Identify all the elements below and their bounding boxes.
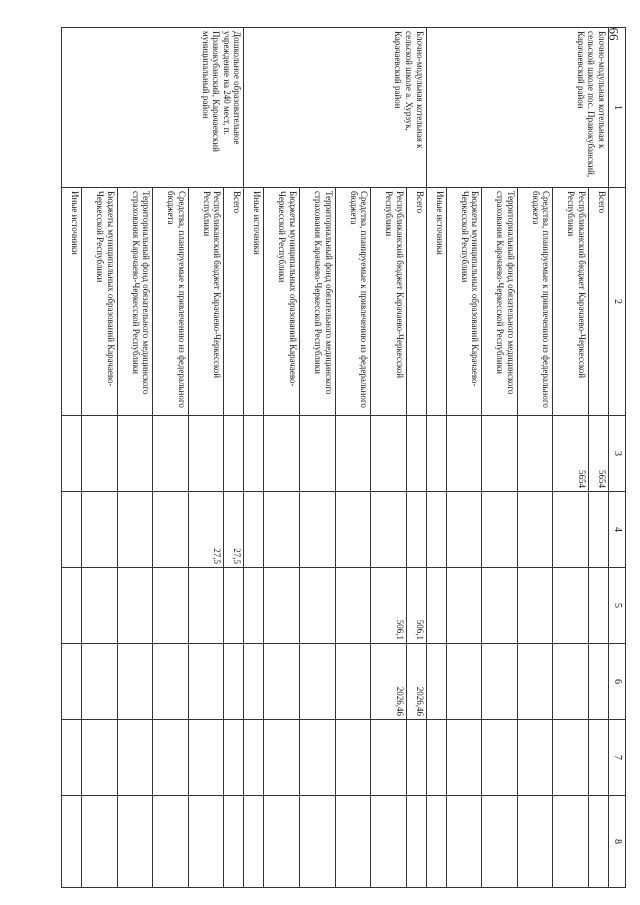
value-cell (446, 644, 482, 720)
value-cell (406, 720, 426, 796)
value-cell (517, 416, 553, 492)
column-header: 8 (609, 796, 626, 888)
funding-table (61, 27, 626, 888)
value-cell (371, 720, 407, 796)
value-cell (82, 796, 118, 888)
column-header: 4 (609, 492, 626, 568)
value-cell (264, 720, 300, 796)
source-label-cell: Бюджеты муниципальных образований Карачаево-Черкесской Республики (446, 188, 482, 416)
value-cell (335, 720, 371, 796)
value-cell (244, 796, 264, 888)
value-cell (589, 720, 609, 796)
value-cell (426, 416, 446, 492)
value-cell (446, 796, 482, 888)
value-cell (117, 644, 153, 720)
value-cell (482, 492, 518, 568)
value-cell (335, 568, 371, 644)
value-cell: 506,1 (406, 568, 426, 644)
value-cell (446, 568, 482, 644)
value-cell (482, 568, 518, 644)
value-cell (264, 568, 300, 644)
value-cell (153, 644, 189, 720)
page-number: 66 (606, 27, 622, 41)
value-cell (82, 568, 118, 644)
value-cell (244, 720, 264, 796)
source-label-cell: Территориальный фонд обязательного медицинского страхования Карачаево-Черкесской Республики (482, 188, 518, 416)
value-cell (406, 492, 426, 568)
table-container (61, 27, 626, 887)
value-cell (224, 796, 244, 888)
value-cell (482, 644, 518, 720)
value-cell (188, 416, 224, 492)
value-cell (300, 720, 336, 796)
value-cell (335, 796, 371, 888)
value-cell (153, 796, 189, 888)
value-cell (589, 568, 609, 644)
source-label-cell: Иные источники (426, 188, 446, 416)
value-cell (335, 416, 371, 492)
source-label-cell: Территориальный фонд обязательного медицинского страхования Карачаево-Черкесской Республики (300, 188, 336, 416)
source-label-cell: Иные источники (244, 188, 264, 416)
source-label-cell: Средства, планируемые к привлечению из федерального бюджета (335, 188, 371, 416)
value-cell (153, 492, 189, 568)
value-cell (82, 492, 118, 568)
value-cell (553, 720, 589, 796)
value-cell (335, 492, 371, 568)
value-cell (553, 492, 589, 568)
value-cell (517, 720, 553, 796)
value-cell (188, 568, 224, 644)
value-cell (426, 720, 446, 796)
value-cell (406, 796, 426, 888)
value-cell (62, 796, 82, 888)
table-row (224, 28, 244, 888)
source-label-cell: Иные источники (62, 188, 82, 416)
column-header: 5 (609, 568, 626, 644)
source-label-cell: Средства, планируемые к привлечению из федерального бюджета (153, 188, 189, 416)
value-cell (517, 644, 553, 720)
value-cell (82, 416, 118, 492)
value-cell (517, 796, 553, 888)
value-cell (553, 796, 589, 888)
table-row (589, 28, 609, 888)
value-cell: 506,1 (371, 568, 407, 644)
value-cell: 2026,46 (371, 644, 407, 720)
object-name-cell: Дошкольное образовательное учреждение на 240 мест, п. Правокубанский, Карачаевский муниципальный район (62, 28, 244, 188)
value-cell (482, 720, 518, 796)
value-cell (371, 796, 407, 888)
column-header: 3 (609, 416, 626, 492)
value-cell (244, 416, 264, 492)
value-cell (117, 720, 153, 796)
source-label-cell: Бюджеты муниципальных образований Карачаево-Черкесской Республики (82, 188, 118, 416)
value-cell (62, 644, 82, 720)
value-cell (446, 416, 482, 492)
value-cell (62, 416, 82, 492)
value-cell (426, 644, 446, 720)
value-cell (224, 568, 244, 644)
value-cell: 27,5 (224, 492, 244, 568)
column-header: 1 (609, 28, 626, 188)
value-cell (335, 644, 371, 720)
value-cell (553, 644, 589, 720)
source-label-cell: Республиканский бюджет Карачаево-Черкесской Республики (371, 188, 407, 416)
value-cell (482, 416, 518, 492)
value-cell (426, 796, 446, 888)
value-cell (244, 492, 264, 568)
value-cell (188, 720, 224, 796)
value-cell (264, 644, 300, 720)
value-cell (426, 492, 446, 568)
value-cell (117, 416, 153, 492)
value-cell (589, 796, 609, 888)
value-cell (426, 568, 446, 644)
value-cell (224, 416, 244, 492)
value-cell (264, 416, 300, 492)
value-cell (224, 644, 244, 720)
value-cell (188, 644, 224, 720)
source-label-cell: Всего (406, 188, 426, 416)
value-cell (406, 416, 426, 492)
value-cell (82, 720, 118, 796)
value-cell (446, 720, 482, 796)
column-header: 6 (609, 644, 626, 720)
value-cell (188, 796, 224, 888)
column-header: 7 (609, 720, 626, 796)
value-cell (82, 644, 118, 720)
value-cell (517, 492, 553, 568)
source-label-cell: Всего (224, 188, 244, 416)
value-cell (553, 568, 589, 644)
value-cell (117, 796, 153, 888)
value-cell (264, 492, 300, 568)
value-cell (117, 568, 153, 644)
source-label-cell: Бюджеты муниципальных образований Карачаево-Черкесской Республики (264, 188, 300, 416)
value-cell (517, 568, 553, 644)
value-cell (244, 568, 264, 644)
value-cell (589, 644, 609, 720)
value-cell (264, 796, 300, 888)
value-cell (482, 796, 518, 888)
source-label-cell: Территориальный фонд обязательного медицинского страхования Карачаево-Черкесской Республики (117, 188, 153, 416)
value-cell (62, 720, 82, 796)
value-cell (300, 416, 336, 492)
value-cell (371, 416, 407, 492)
value-cell (62, 568, 82, 644)
value-cell (153, 416, 189, 492)
column-header: 2 (609, 188, 626, 416)
value-cell: 5654 (589, 416, 609, 492)
source-label-cell: Республиканский бюджет Карачаево-Черкесской Республики (553, 188, 589, 416)
value-cell (153, 568, 189, 644)
value-cell (153, 720, 189, 796)
value-cell (300, 568, 336, 644)
value-cell (446, 492, 482, 568)
value-cell (300, 492, 336, 568)
source-label-cell: Средства, планируемые к привлечению из федерального бюджета (517, 188, 553, 416)
value-cell (224, 720, 244, 796)
value-cell: 5654 (553, 416, 589, 492)
value-cell (300, 644, 336, 720)
value-cell (589, 492, 609, 568)
table-row (406, 28, 426, 888)
header-row (609, 28, 626, 888)
value-cell (244, 644, 264, 720)
object-name-cell: Блочно-модульная котельная к сельской школе а. Хурзук, Карачаевский район (244, 28, 426, 188)
value-cell (300, 796, 336, 888)
object-name-cell: Блочно-модульная котельная к сельской школе пос. Правокубанский, Карачаевский район (426, 28, 608, 188)
value-cell: 2026,46 (406, 644, 426, 720)
source-label-cell: Республиканский бюджет Карачаево-Черкесской Республики (188, 188, 224, 416)
value-cell: 27,5 (188, 492, 224, 568)
value-cell (371, 492, 407, 568)
source-label-cell: Всего (589, 188, 609, 416)
value-cell (62, 492, 82, 568)
value-cell (117, 492, 153, 568)
